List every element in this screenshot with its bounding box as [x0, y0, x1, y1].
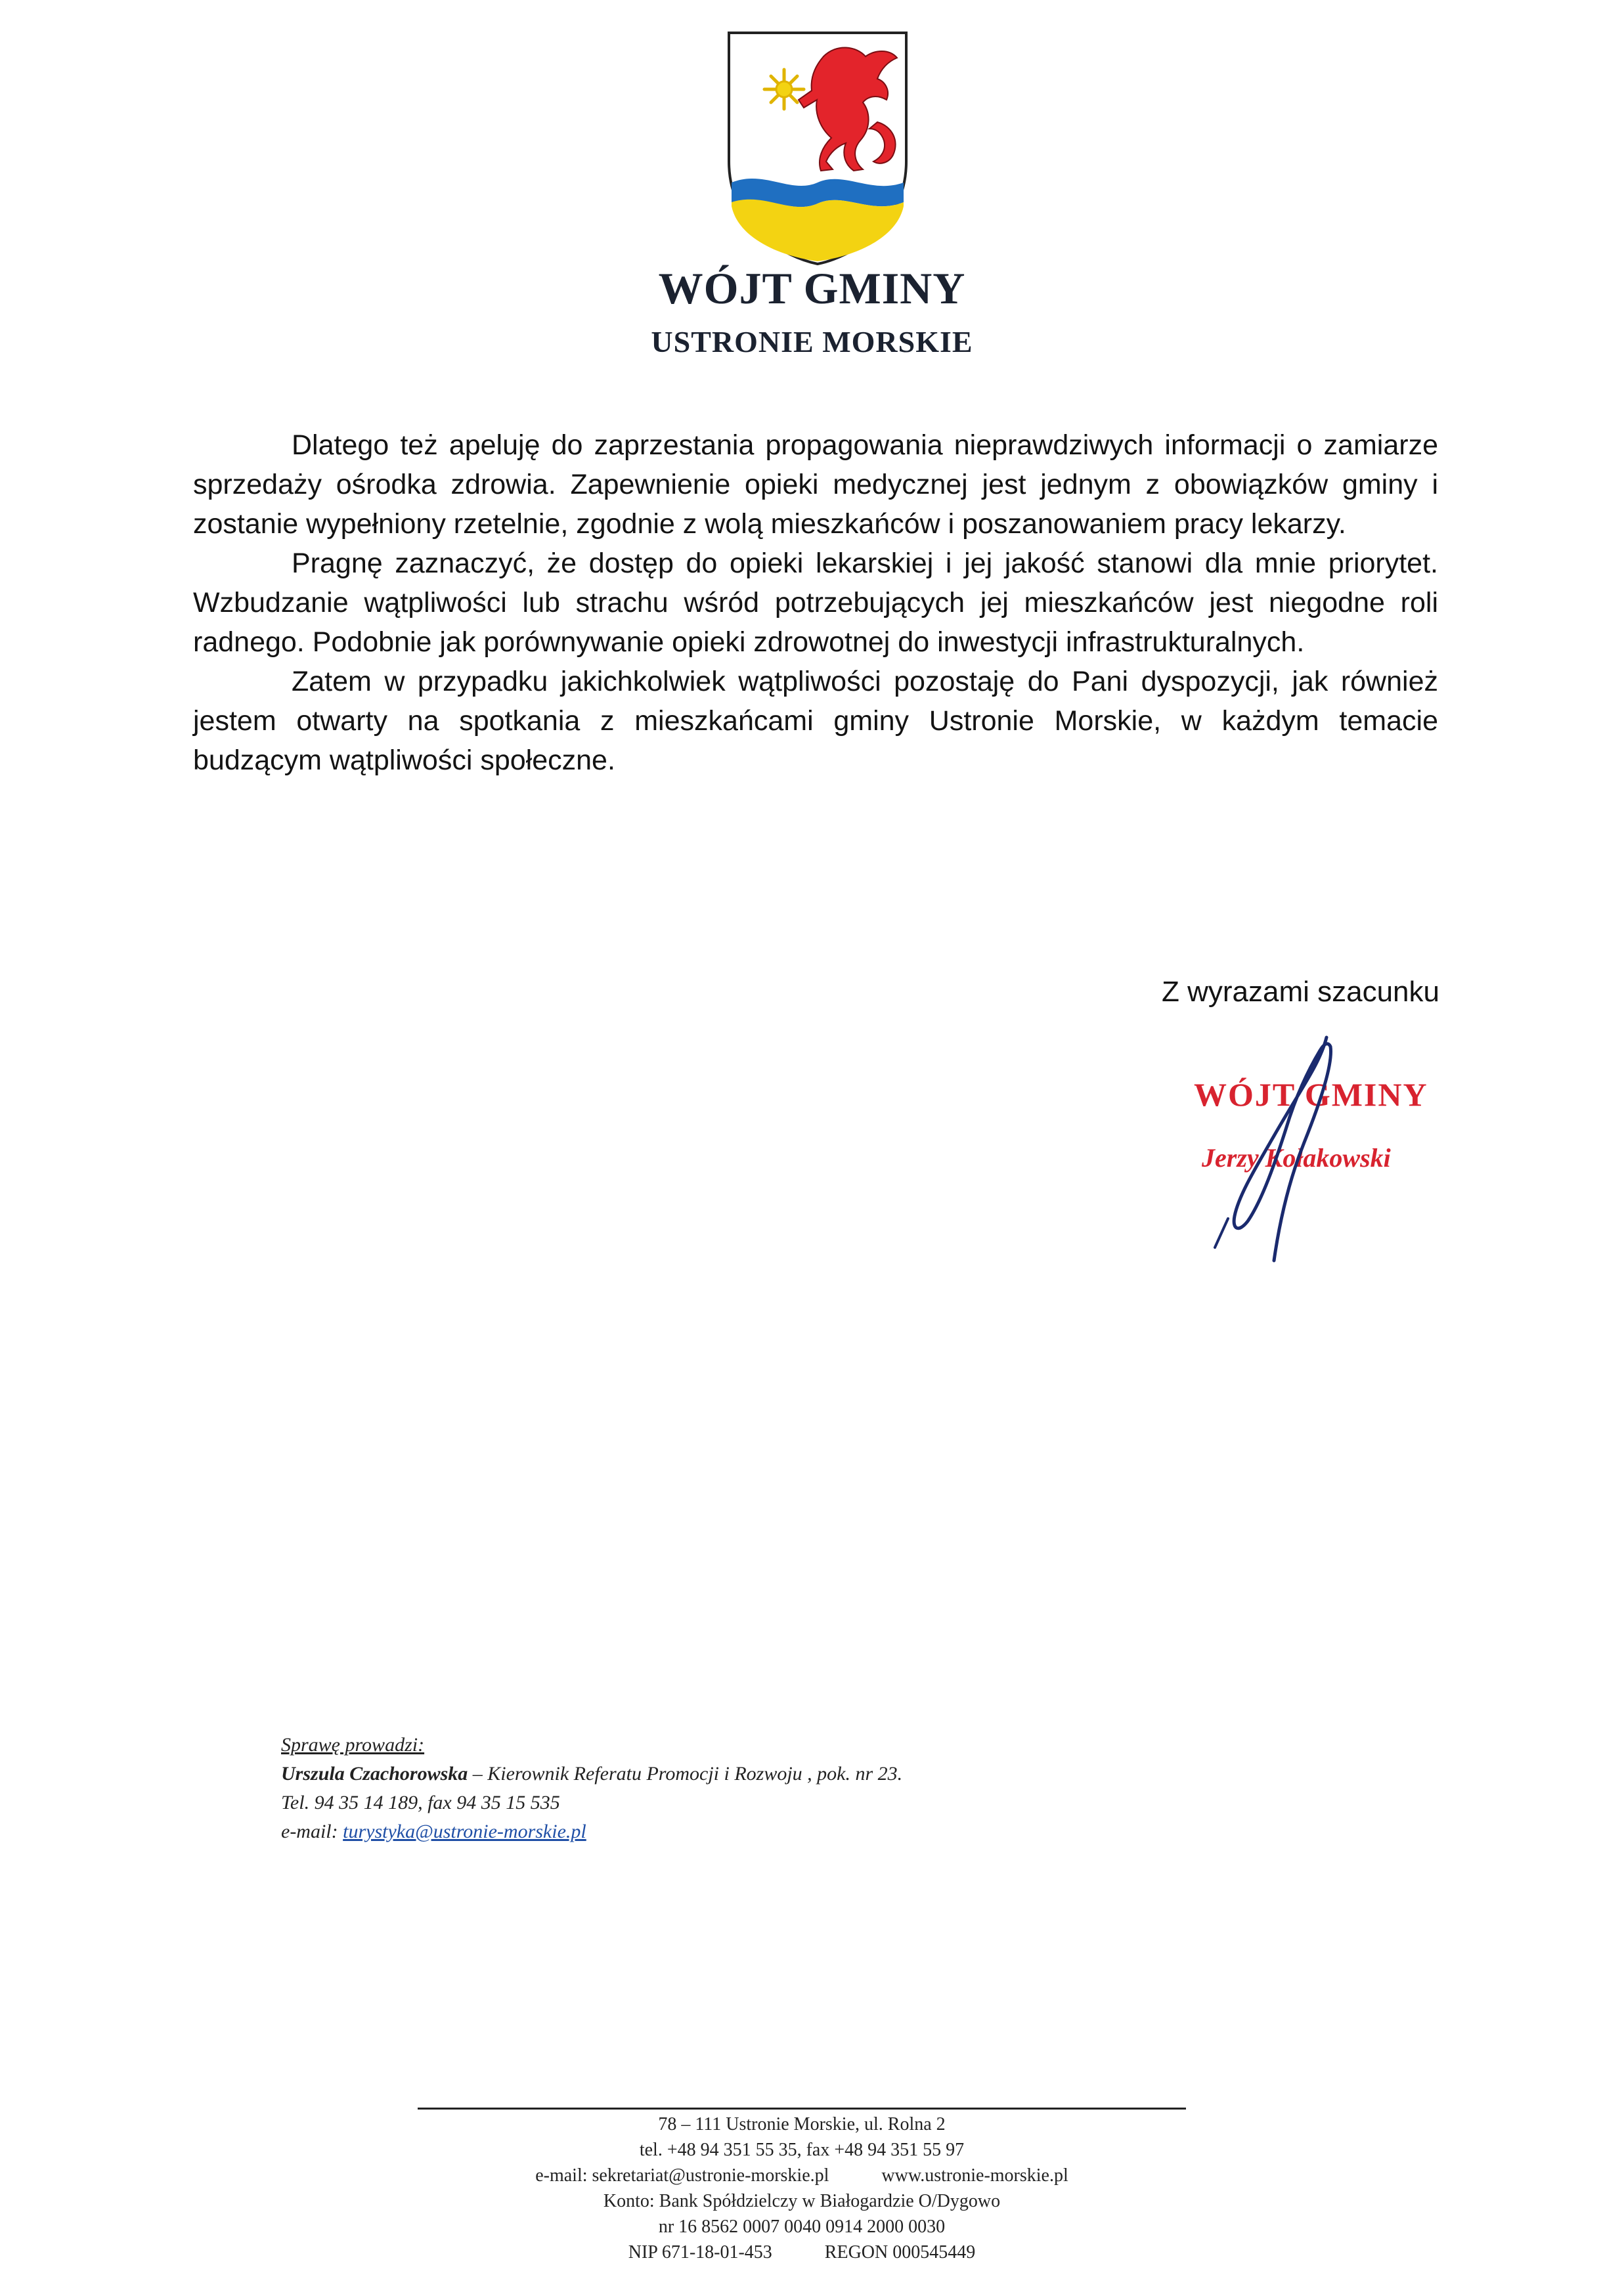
footer-bank: Konto: Bank Spółdzielczy w Białogardzie O/Dygowo	[603, 2191, 1001, 2211]
header-subtitle: USTRONIE MORSKIE	[651, 325, 973, 358]
header-title: WÓJT GMINY	[658, 263, 966, 313]
handler-role: – Kierownik Referatu Promocji i Rozwoju , pok. nr 23.	[468, 1763, 903, 1785]
handler-label: Sprawę prowadzi:	[281, 1734, 425, 1756]
handler-email-link[interactable]: turystyka@ustronie-morskie.pl	[343, 1821, 586, 1842]
handler-phone: Tel. 94 35 14 189, fax 94 35 15 535	[281, 1792, 560, 1813]
paragraph-1: Dlatego też apeluję do zaprzestania propagowania nieprawdziwych informacji o zamiarze sprzedaży ośrodka zdrowia. Zapewnienie opieki medycznej jest jednym z obowiązków gminy i zostanie wypełniony rzetelnie, zgodnie z wolą mieszkańców i poszanowaniem pracy lekarzy.	[193, 429, 1438, 540]
paragraph-3: Zatem w przypadku jakichkolwiek wątpliwości pozostaję do Pani dyspozycji, jak również jestem otwarty na spotkania z mieszkańcami gminy Ustronie Morskie, w każdym temacie budzącym wątpliwości społeczne.	[193, 666, 1438, 776]
closing-salutation: Z wyrazami szacunku	[1161, 976, 1439, 1008]
stamp-name: Jerzy Kołakowski	[1202, 1143, 1391, 1173]
footer-phone: tel. +48 94 351 55 35, fax +48 94 351 55 97	[639, 2140, 965, 2160]
footer-nip: NIP 671-18-01-453	[628, 2242, 772, 2263]
footer-address: 78 – 111 Ustronie Morskie, ul. Rolna 2	[658, 2114, 946, 2134]
paragraph-2: Pragnę zaznaczyć, że dostęp do opieki lekarskiej i jej jakość stanowi dla mnie priorytet. Wzbudzanie wątpliwości lub strachu wśród potrzebujących jej mieszkańców jest niegodne roli radnego. Podobnie jak porównywanie opieki zdrowotnej do inwestycji infrastrukturalnych.	[193, 548, 1438, 658]
letter-body	[193, 425, 1438, 780]
footer	[418, 2112, 1186, 2265]
footer-email: e-mail: sekretariat@ustronie-morskie.pl	[535, 2165, 829, 2186]
footer-website: www.ustronie-morskie.pl	[881, 2165, 1068, 2186]
handwritten-signature	[1175, 1024, 1353, 1274]
handler-email-label: e-mail:	[281, 1821, 343, 1842]
coat-of-arms-griffin-icon	[725, 30, 910, 267]
stamp-title: WÓJT GMINY	[1194, 1076, 1428, 1113]
footer-regon: REGON 000545449	[824, 2242, 976, 2263]
case-handler-block	[281, 1731, 902, 1846]
footer-account: nr 16 8562 0007 0040 0914 2000 0030	[658, 2217, 946, 2237]
handler-name: Urszula Czachorowska	[281, 1763, 468, 1785]
footer-divider	[418, 2108, 1186, 2110]
